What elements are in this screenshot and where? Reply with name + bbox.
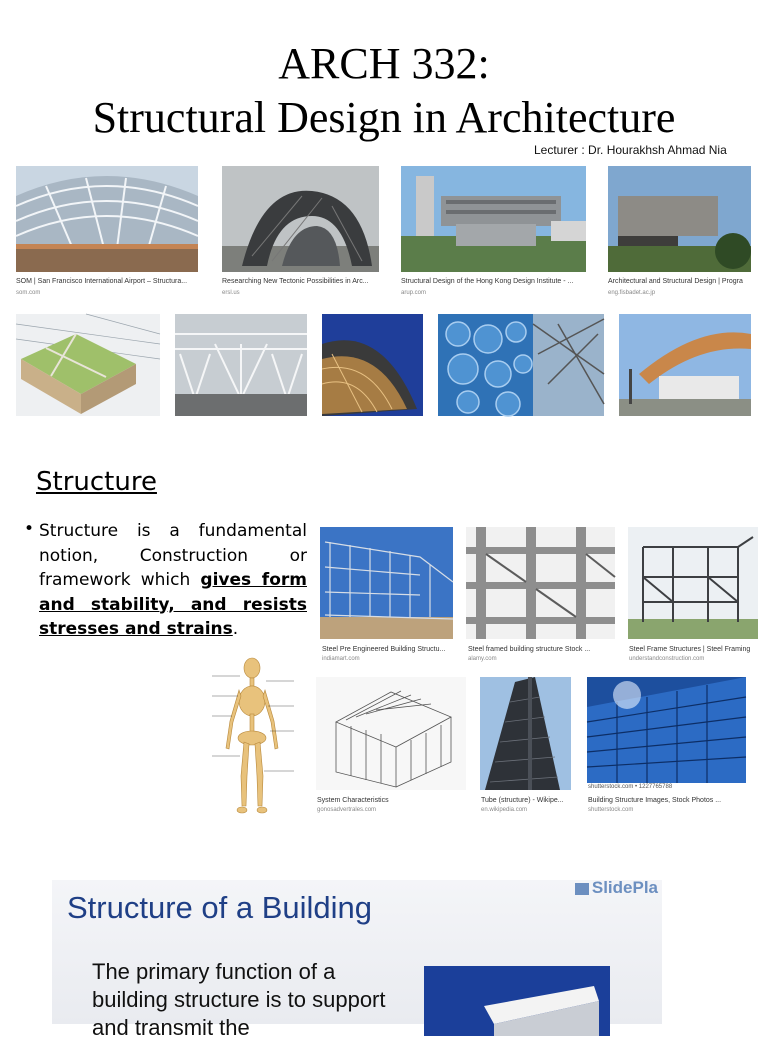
slideplayer-logo-icon	[575, 883, 589, 895]
slide-title-line2: Structural Design in Architecture	[92, 93, 676, 142]
architectural-design-building-image	[608, 166, 751, 272]
thumb-caption: Tube (structure) - Wikipe...	[481, 797, 564, 804]
thumb-caption: Architectural and Structural Design | Progra	[608, 278, 743, 285]
thumb-caption: SOM | San Francisco International Airport – Structura...	[16, 278, 188, 285]
cantilever-roof-image	[619, 314, 751, 416]
thumb-caption: Steel Pre Engineered Building Structu...	[322, 646, 446, 653]
bullet-text-plain: Structure is a fundamental notion, Construction or framework which	[39, 521, 307, 590]
steel-tree-columns-image	[175, 314, 307, 416]
thumb-caption: Steel framed building structure Stock ...	[468, 646, 591, 653]
airport-roof-image	[16, 166, 198, 272]
stock-id: shutterstock.com • 1227765788	[588, 784, 673, 790]
hong-kong-institute-image	[401, 166, 586, 272]
thumb-caption: System Characteristics	[317, 797, 389, 804]
thumb-caption: Structural Design of the Hong Kong Design Institute - ...	[401, 278, 574, 285]
thumb-caption: Building Structure Images, Stock Photos ...	[588, 797, 722, 804]
thumb-source: shutterstock.com	[588, 807, 634, 813]
human-skeleton-image	[210, 656, 296, 816]
floor-plan-model-image	[16, 314, 160, 416]
steel-frame-structure-image	[628, 527, 758, 639]
section-heading: Structure	[36, 467, 157, 497]
slide-title-line1: ARCH 332:	[278, 39, 490, 88]
building-photo-image	[424, 966, 610, 1036]
thumb-source: ersl.us	[222, 290, 240, 296]
thumb-source: gonosadvertrales.com	[317, 807, 377, 813]
tectonic-pavilion-image	[222, 166, 379, 272]
embedded-slide-title: Structure of a Building	[67, 890, 373, 925]
thumb-source: arup.com	[401, 290, 427, 296]
thumb-source: en.wikipedia.com	[481, 807, 528, 813]
thumb-source: eng.fisbadet.ac.jp	[608, 290, 656, 296]
bullet-text	[39, 519, 307, 642]
thumb-caption: Researching New Tectonic Possibilities in Arc...	[222, 278, 369, 285]
steel-framed-structure-image	[466, 527, 615, 639]
frame-diagram-image	[316, 677, 466, 790]
slideplayer-logo	[575, 878, 658, 898]
water-cube-birds-nest-image	[438, 314, 604, 416]
thumb-source: alamy.com	[468, 656, 497, 662]
tube-tower-image	[480, 677, 571, 790]
thumb-source: som.com	[16, 290, 41, 296]
embedded-slide	[52, 878, 662, 1040]
embedded-slide-body: The primary function of a building structure is to support and transmit the	[92, 959, 386, 1040]
thumb-caption: Steel Frame Structures | Steel Framing	[629, 646, 751, 653]
pre-engineered-steel-image	[320, 527, 453, 639]
slideplayer-logo-text: SlidePla	[591, 878, 658, 897]
bullet-text-end: .	[232, 619, 239, 639]
bullet-marker: •	[24, 519, 35, 539]
wooden-dome-image	[322, 314, 423, 416]
thumb-source: understandconstruction.com	[629, 656, 705, 662]
glass-tower-image	[587, 677, 746, 783]
bullet-text-emphasis: gives form and stability, and resists stresses and strains	[39, 570, 307, 639]
thumb-source: indiamart.com	[322, 656, 360, 662]
lecturer-name: Lecturer : Dr. Hourakhsh Ahmad Nia	[534, 143, 727, 157]
